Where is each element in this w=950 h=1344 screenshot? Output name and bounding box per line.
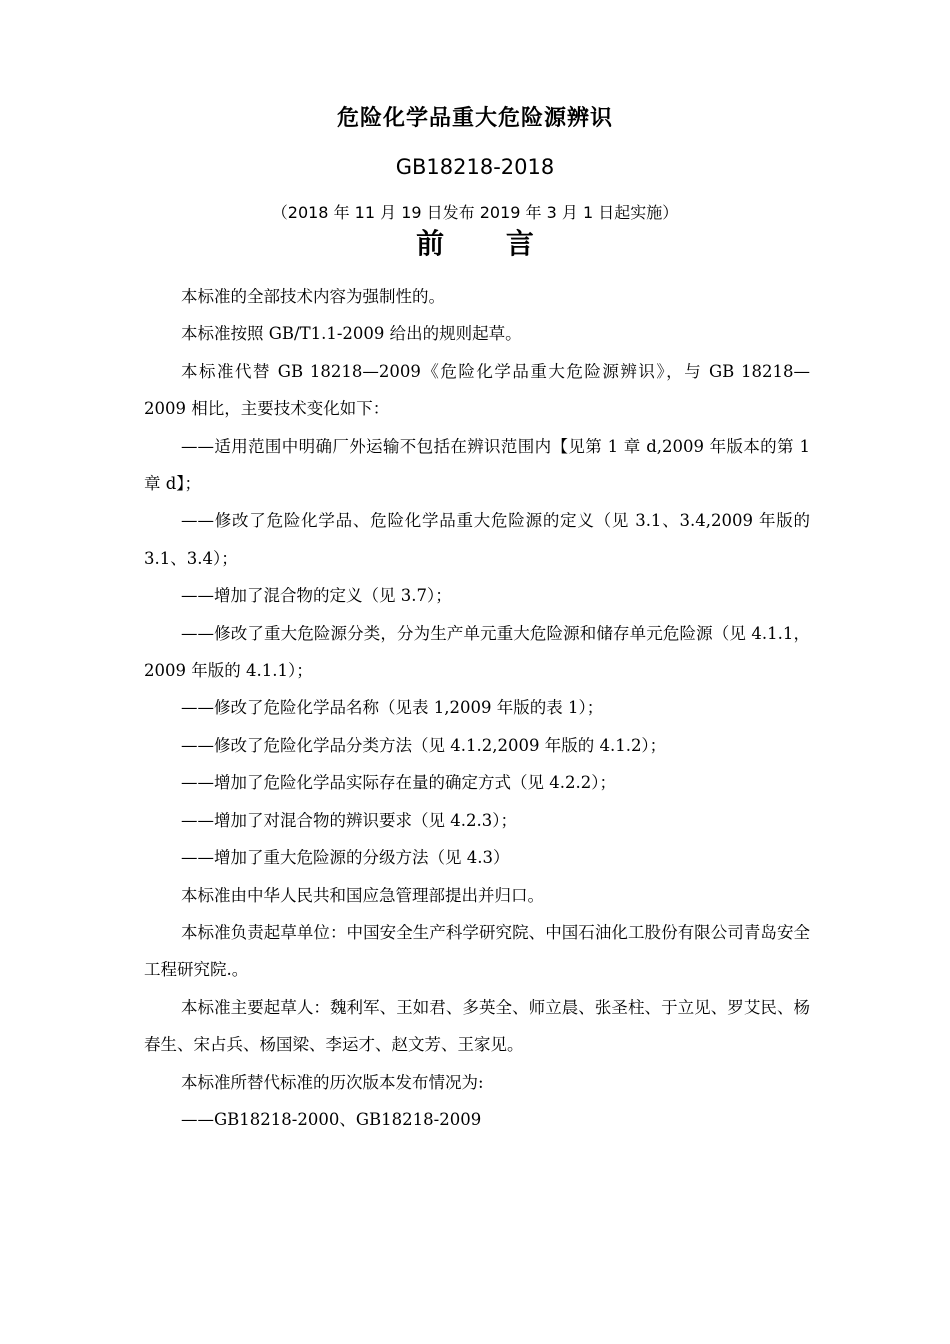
paragraph-replaces: 本标准代替 GB 18218—2009《危险化学品重大危险源辨识》，与 GB 18218—2009 相比，主要技术变化如下： [144, 361, 810, 419]
change-item: ——修改了重大危险源分类，分为生产单元重大危险源和储存单元危险源（见 4.1.1，2009 年版的 4.1.1）； [144, 623, 810, 681]
change-item: ——增加了危险化学品实际存在量的确定方式（见 4.2.2）； [181, 773, 616, 793]
preface-body [144, 278, 810, 1138]
change-item: ——增加了混合物的定义（见 3.7）； [181, 586, 452, 606]
change-item: ——修改了危险化学品名称（见表 1,2009 年版的表 1）； [181, 698, 604, 718]
change-item: ——适用范围中明确厂外运输不包括在辨识范围内【见第 1 章 d,2009 年版本的第 1 章 d】； [144, 436, 810, 494]
change-item: ——修改了危险化学品分类方法（见 4.1.2,2009 年版的 4.1.2）； [181, 735, 667, 755]
paragraph-drafting-units: 本标准负责起草单位：中国安全生产科学研究院、中国石油化工股份有限公司青岛安全工程研究院.。 [144, 922, 810, 980]
document-title: 危险化学品重大危险源辨识 [336, 106, 613, 131]
paragraph-mandatory: 本标准的全部技术内容为强制性的。 [181, 287, 445, 306]
standard-code: GB18218-2018 [395, 155, 555, 179]
preface-heading: 前 言 [416, 227, 560, 260]
change-item: ——增加了对混合物的辨识要求（见 4.2.3）； [181, 810, 517, 830]
paragraph-drafting-rules: 本标准按照 GB/T1.1-2009 给出的规则起草。 [181, 324, 522, 344]
issue-dates: （2018 年 11 月 19 日发布 2019 年 3 月 1 日起实施） [271, 203, 679, 222]
paragraph-drafters: 本标准主要起草人：魏利军、王如君、多英全、师立晨、张圣柱、于立见、罗艾民、杨春生、宋占兵、杨国梁、李运才、赵文芳、王家见。 [144, 997, 810, 1055]
change-item: ——修改了危险化学品、危险化学品重大危险源的定义（见 3.1、3.4,2009 年版的 3.1、3.4）； [144, 511, 810, 568]
paragraph-history-intro: 本标准所替代标准的历次版本发布情况为: [181, 1072, 484, 1092]
paragraph-proposed-by: 本标准由中华人民共和国应急管理部提出并归口。 [181, 885, 544, 905]
paragraph-history-versions: ——GB18218-2000、GB18218-2009 [181, 1109, 482, 1129]
change-item: ——增加了重大危险源的分级方法（见 4.3） [181, 848, 510, 868]
